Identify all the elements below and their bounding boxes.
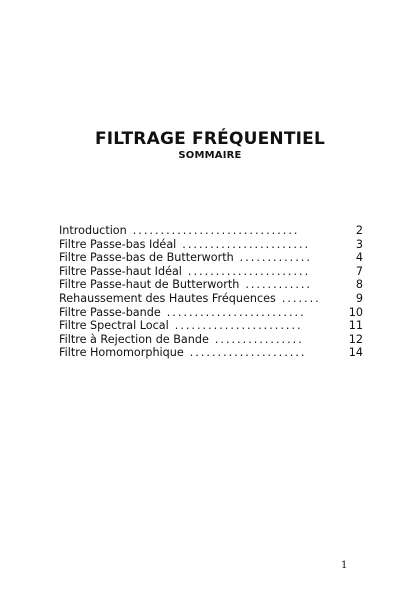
toc-entry [59, 278, 363, 292]
toc-entry [59, 238, 363, 252]
toc-entry [59, 292, 363, 306]
toc-entry-title: Rehaussement des Hautes Fréquences [59, 291, 276, 305]
toc-leader-dots: .............................. [132, 224, 300, 237]
toc-entry-title: Filtre à Rejection de Bande [59, 332, 209, 346]
toc-entry-title: Filtre Spectral Local [59, 319, 169, 333]
toc-entry [59, 224, 363, 238]
toc-leader-dots: ................ [214, 332, 304, 346]
toc-entry-title: Filtre Passe-haut de Butterworth [59, 278, 240, 292]
toc-entry [59, 251, 363, 265]
toc-entry [59, 333, 363, 347]
toc-leader-dots: ............ [245, 278, 312, 292]
toc-entry-title: Filtre Passe-bas de Butterworth [59, 251, 234, 265]
toc-page-number: 14 [348, 346, 363, 360]
toc-page-number: 7 [355, 264, 363, 278]
toc-page-number: 10 [348, 305, 363, 319]
toc-leader-dots: ............. [239, 251, 312, 265]
toc-entry [59, 319, 363, 333]
toc-leader-dots: ....... [281, 291, 321, 305]
toc-leader-dots: ...................... [187, 264, 311, 278]
toc-entry [59, 346, 363, 360]
toc-page-number: 3 [355, 237, 363, 251]
toc-entry [59, 306, 363, 320]
toc-entry-title: Filtre Passe-bas Idéal [59, 237, 177, 251]
toc-entry-title: Introduction [59, 224, 127, 237]
table-of-contents [59, 224, 363, 360]
toc-entry-title: Filtre Homomorphique [59, 346, 184, 360]
toc-leader-dots: ....................... [182, 237, 311, 251]
footer-page-number: 1 [341, 560, 348, 571]
toc-entry-title: Filtre Passe-bande [59, 305, 161, 319]
toc-page-number: 2 [355, 224, 363, 237]
toc-leader-dots: ......................... [166, 305, 306, 319]
toc-page-number: 11 [348, 319, 363, 333]
toc-page-number: 9 [355, 291, 363, 305]
toc-leader-dots: ..................... [189, 346, 307, 360]
toc-page-number: 12 [348, 332, 363, 346]
toc-page-number: 4 [355, 251, 363, 265]
page-title: FILTRAGE FRÉQUENTIEL [94, 129, 326, 149]
toc-leader-dots: ....................... [174, 319, 303, 333]
toc-page-number: 8 [355, 278, 363, 292]
toc-entry [59, 265, 363, 279]
toc-entry-title: Filtre Passe-haut Idéal [59, 264, 182, 278]
page-subtitle: SOMMAIRE [178, 150, 242, 161]
